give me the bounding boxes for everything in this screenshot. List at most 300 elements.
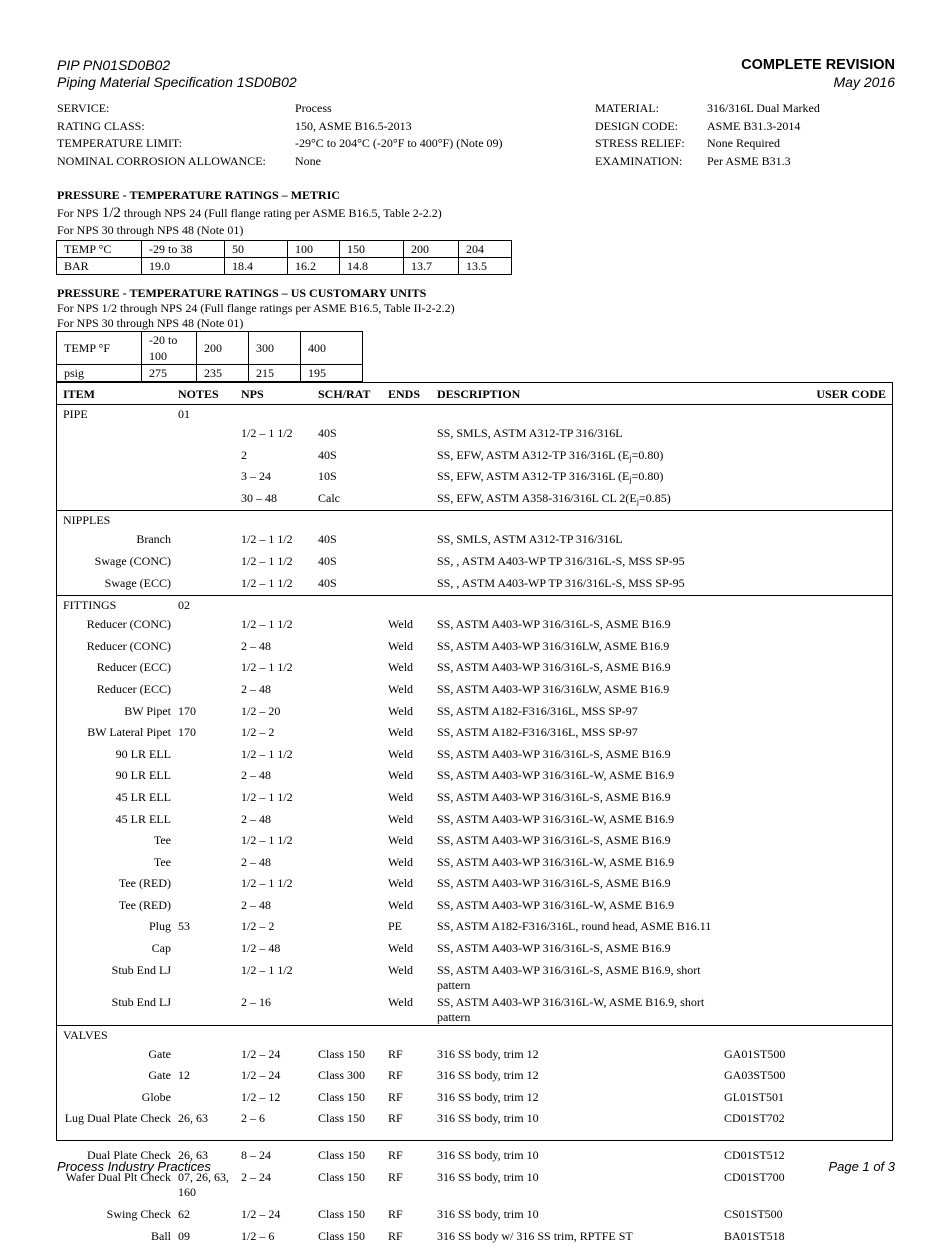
sch-rat-cell: 40S [318,574,388,596]
ends-cell: Weld [388,810,437,832]
notes-cell: 26, 63 [178,1146,241,1168]
sch-rat-cell: 10S [318,467,388,489]
item-cell: Tee [57,831,178,853]
table-cell: 235 [197,365,249,382]
description-text: SS, ASTM A403-WP 316/316L-S, ASME B16.9 [437,617,671,631]
pressure-row [57,365,363,382]
notes-cell [178,446,241,468]
meta-value: None Required [707,136,820,154]
table-row [57,615,892,637]
description-cell [437,788,724,810]
ends-cell: RF [388,1227,437,1248]
meta-left [57,101,503,172]
meta-right [595,101,820,172]
metric-ratings-title: PRESSURE - TEMPERATURE RATINGS – METRIC [57,188,340,203]
ends-cell: Weld [388,680,437,702]
description-text: SS, ASTM A403-WP 316/316L-S, ASME B16.9 [437,876,671,890]
table-row [57,680,892,702]
description-text: SS, ASTM A182-F316/316L, MSS SP-97 [437,725,638,739]
description-text: SS, ASTM A403-WP 316/316L-W, ASME B16.9 [437,812,674,826]
nps-cell: 8 – 24 [241,1146,318,1168]
description-text: 316 SS body, trim 10 [437,1111,539,1125]
table-row [57,874,892,896]
notes-cell: 12 [178,1066,241,1088]
description-cell [437,424,724,446]
sch-rat-cell [318,658,388,680]
item-cell: Reducer (ECC) [57,680,178,702]
item-cell: Tee (RED) [57,874,178,896]
sch-rat-cell: 40S [318,552,388,574]
notes-cell [178,810,241,832]
sch-rat-cell [318,853,388,875]
ends-cell: RF [388,1146,437,1168]
ends-cell: Weld [388,831,437,853]
table-row [57,1205,892,1227]
user-code-cell [724,574,892,596]
notes-cell [178,745,241,767]
footer-publisher: Process Industry Practices [57,1159,211,1174]
table-cell: 150 [340,241,404,258]
nps-cell: 1/2 – 1 1/2 [241,788,318,810]
table-cell: 13.5 [459,258,512,275]
notes-cell [178,874,241,896]
item-cell: Dual Plate Check [57,1146,178,1168]
table-row [57,658,892,680]
sch-rat-cell [318,680,388,702]
group-row-fittings [57,596,892,616]
notes-cell [178,766,241,788]
description-cell [437,961,724,993]
description-text: SS, ASTM A403-WP 316/316L-W, ASME B16.9, short pattern [437,995,704,1024]
table-row [57,745,892,767]
nps-cell: 2 – 24 [241,1168,318,1205]
description-cell [437,1045,724,1067]
item-cell: 90 LR ELL [57,745,178,767]
table-cell: 300 [249,332,301,365]
sch-rat-cell [318,637,388,659]
pressure-row [57,258,512,275]
group-label: VALVES [57,1025,178,1045]
nps-cell: 1/2 – 1 1/2 [241,574,318,596]
user-code-cell [724,917,892,939]
nps-cell: 2 – 48 [241,766,318,788]
notes-cell [178,896,241,918]
group-filler [241,405,892,425]
table-cell: -20 to 100 [142,332,197,365]
table-cell: 200 [404,241,459,258]
ej-value: =0.80) [632,469,664,483]
nps-cell: 2 – 48 [241,637,318,659]
user-code-cell [724,961,892,993]
item-cell [57,446,178,468]
ends-cell: Weld [388,723,437,745]
description-cell [437,1066,724,1088]
item-cell: Tee [57,853,178,875]
user-code-cell: GA03ST500 [724,1066,892,1088]
ends-cell: Weld [388,993,437,1026]
table-row [57,896,892,918]
ends-cell [388,424,437,446]
ends-cell: Weld [388,745,437,767]
item-cell: Globe [57,1088,178,1110]
column-header: ENDS [388,383,437,405]
sch-rat-cell [318,723,388,745]
nps-cell: 2 – 48 [241,810,318,832]
item-cell: Plug [57,917,178,939]
temp-row [57,241,512,258]
nps-cell: 1/2 – 2 [241,917,318,939]
meta-key: EXAMINATION: [595,154,707,172]
description-text: SS, , ASTM A403-WP TP 316/316L-S, MSS SP-95 [437,576,685,590]
item-cell: Branch [57,530,178,552]
nps-cell: 1/2 – 1 1/2 [241,831,318,853]
nps-cell: 1/2 – 1 1/2 [241,424,318,446]
sch-rat-cell: Class 150 [318,1146,388,1168]
table-row [57,637,892,659]
nps-cell: 1/2 – 24 [241,1066,318,1088]
group-notes: 02 [178,596,241,616]
description-cell [437,1205,724,1227]
description-cell [437,810,724,832]
description-text: SS, EFW, ASTM A312-TP 316/316L (E [437,469,629,483]
user-code-cell [724,745,892,767]
description-text: SS, ASTM A403-WP 316/316LW, ASME B16.9 [437,682,669,696]
user-code-cell: CD01ST512 [724,1146,892,1168]
nps-cell: 2 – 48 [241,853,318,875]
description-text: 316 SS body, trim 10 [437,1148,539,1162]
item-cell: Gate [57,1066,178,1088]
nps-cell: 1/2 – 24 [241,1205,318,1227]
ends-cell: RF [388,1205,437,1227]
nps-cell: 1/2 – 1 1/2 [241,961,318,993]
notes-cell [178,993,241,1026]
ends-cell [388,489,437,511]
ends-cell [388,446,437,468]
description-text: SS, , ASTM A403-WP TP 316/316L-S, MSS SP-95 [437,554,685,568]
table-row [57,788,892,810]
description-cell [437,552,724,574]
user-code-cell [724,853,892,875]
description-cell [437,939,724,961]
notes-cell [178,788,241,810]
notes-cell [178,637,241,659]
sch-rat-cell [318,702,388,724]
meta-key: MATERIAL: [595,101,707,119]
user-code-cell [724,723,892,745]
table-cell: 50 [225,241,288,258]
user-code-cell: CD01ST702 [724,1109,892,1146]
description-text: SS, ASTM A403-WP 316/316L-S, ASME B16.9 [437,660,671,674]
user-code-cell [724,939,892,961]
nps-cell: 1/2 – 1 1/2 [241,745,318,767]
table-body [57,405,892,1248]
user-code-cell [724,874,892,896]
ends-cell: Weld [388,961,437,993]
sch-rat-cell [318,917,388,939]
user-code-cell: BA01ST518 [724,1227,892,1248]
description-cell [437,917,724,939]
description-text: SS, ASTM A403-WP 316/316L-S, ASME B16.9, short pattern [437,963,701,992]
user-code-cell [724,896,892,918]
sch-rat-cell: 40S [318,446,388,468]
doc-id: PIP PN01SD0B02 [57,57,297,74]
nps-cell: 1/2 – 6 [241,1227,318,1248]
group-label: NIPPLES [57,511,178,531]
group-label: FITTINGS [57,596,178,616]
description-text: 316 SS body, trim 12 [437,1047,539,1061]
item-cell: Lug Dual Plate Check [57,1109,178,1146]
nps-cell: 3 – 24 [241,467,318,489]
notes-cell [178,1088,241,1110]
nps-cell: 2 – 48 [241,680,318,702]
sch-rat-cell: Class 150 [318,1227,388,1248]
notes-cell [178,615,241,637]
sch-rat-cell: Class 150 [318,1168,388,1205]
nps-size: 1/2 [102,205,121,221]
item-cell: Stub End LJ [57,993,178,1026]
ends-cell: Weld [388,658,437,680]
description-cell [437,530,724,552]
description-text: SS, ASTM A182-F316/316L, MSS SP-97 [437,704,638,718]
sch-rat-cell [318,993,388,1026]
sch-rat-cell [318,810,388,832]
table-cell: TEMP °C [57,241,142,258]
description-text: SS, ASTM A403-WP 316/316L-S, ASME B16.9 [437,941,671,955]
sch-rat-cell [318,896,388,918]
us-ratings-note-2: For NPS 30 through NPS 48 (Note 01) [57,316,243,331]
description-text: SS, ASTM A403-WP 316/316L-W, ASME B16.9 [437,898,674,912]
item-cell: BW Pipet [57,702,178,724]
notes-cell [178,424,241,446]
group-filler [241,511,892,531]
notes-cell: 170 [178,723,241,745]
sch-rat-cell: 40S [318,530,388,552]
meta-value: 316/316L Dual Marked [707,101,820,119]
user-code-cell [724,702,892,724]
table-cell: 100 [288,241,340,258]
description-cell [437,1109,724,1146]
notes-cell [178,853,241,875]
column-header: DESCRIPTION [437,383,724,405]
user-code-cell [724,530,892,552]
ends-cell [388,530,437,552]
revision-label: COMPLETE REVISION [741,57,895,74]
description-text: SS, ASTM A403-WP 316/316L-S, ASME B16.9 [437,833,671,847]
table-row [57,552,892,574]
meta-value: 150, ASME B16.5-2013 [295,119,503,137]
group-label: PIPE [57,405,178,425]
note-text: For NPS [57,206,102,220]
item-cell: Swage (ECC) [57,574,178,596]
description-cell [437,615,724,637]
ej-subscript: j [629,454,631,463]
table-cell: 19.0 [142,258,225,275]
meta-key: RATING CLASS: [57,119,295,137]
ends-cell [388,467,437,489]
description-cell [437,680,724,702]
group-row-nipples [57,511,892,531]
notes-cell [178,489,241,511]
ej-subscript: j [629,475,631,484]
table-row [57,810,892,832]
notes-cell [178,831,241,853]
description-text: SS, SMLS, ASTM A312-TP 316/316L [437,532,623,546]
notes-cell: 62 [178,1205,241,1227]
notes-cell [178,530,241,552]
metric-ratings-note-1 [57,205,442,222]
item-cell: Stub End LJ [57,961,178,993]
sch-rat-cell [318,961,388,993]
sch-rat-cell [318,939,388,961]
doc-title: Piping Material Specification 1SD0B02 [57,74,297,91]
table-cell: 215 [249,365,301,382]
table-row [57,530,892,552]
description-cell [437,467,724,489]
description-cell [437,637,724,659]
user-code-cell: GA01ST500 [724,1045,892,1067]
sch-rat-cell: Class 150 [318,1088,388,1110]
table-cell: 195 [301,365,363,382]
table-row [57,853,892,875]
meta-value: Process [295,101,503,119]
user-code-cell: CS01ST500 [724,1205,892,1227]
user-code-cell [724,489,892,511]
ends-cell: RF [388,1109,437,1146]
notes-cell: 09 [178,1227,241,1248]
description-cell [437,745,724,767]
item-cell: Swage (CONC) [57,552,178,574]
us-ratings-table [56,331,363,382]
table-row [57,1088,892,1110]
table-cell: 400 [301,332,363,365]
sch-rat-cell [318,615,388,637]
sch-rat-cell [318,788,388,810]
meta-key: SERVICE: [57,101,295,119]
ends-cell: Weld [388,896,437,918]
item-cell: Cap [57,939,178,961]
notes-cell [178,961,241,993]
user-code-cell: GL01ST501 [724,1088,892,1110]
nps-cell: 2 [241,446,318,468]
sch-rat-cell: Class 150 [318,1109,388,1146]
ends-cell: RF [388,1088,437,1110]
user-code-cell: CD01ST700 [724,1168,892,1205]
item-cell: Tee (RED) [57,896,178,918]
sch-rat-cell: Class 150 [318,1205,388,1227]
nps-cell: 1/2 – 2 [241,723,318,745]
ends-cell: Weld [388,874,437,896]
nps-cell: 1/2 – 1 1/2 [241,615,318,637]
description-cell [437,1168,724,1205]
item-cell: Reducer (ECC) [57,658,178,680]
note-text: through NPS 24 (Full flange rating per ASME B16.5, Table 2-2.2) [121,206,442,220]
column-header: NPS [241,383,318,405]
item-cell: 90 LR ELL [57,766,178,788]
user-code-cell [724,658,892,680]
table-header-row [57,383,892,405]
ends-cell: Weld [388,939,437,961]
sch-rat-cell: 40S [318,424,388,446]
ends-cell: Weld [388,766,437,788]
item-cell: 45 LR ELL [57,788,178,810]
table-row [57,489,892,511]
description-cell [437,489,724,511]
user-code-cell [724,810,892,832]
user-code-cell [724,993,892,1026]
table-cell: 14.8 [340,258,404,275]
nps-cell: 1/2 – 1 1/2 [241,658,318,680]
description-cell [437,723,724,745]
ej-value: =0.80) [632,448,664,462]
notes-cell [178,658,241,680]
ends-cell: PE [388,917,437,939]
description-text: 316 SS body, trim 12 [437,1090,539,1104]
item-cell: Wafer Dual Plt Check [57,1168,178,1205]
notes-cell [178,552,241,574]
table-row [57,1066,892,1088]
item-cell: BW Lateral Pipet [57,723,178,745]
table-row [57,723,892,745]
user-code-cell [724,615,892,637]
description-text: 316 SS body, trim 10 [437,1170,539,1184]
notes-cell: 26, 63 [178,1109,241,1146]
meta-key: STRESS RELIEF: [595,136,707,154]
description-cell [437,1088,724,1110]
description-cell [437,831,724,853]
description-text: 316 SS body, trim 10 [437,1207,539,1221]
table-row [57,939,892,961]
temp-row [57,332,363,365]
table-row [57,993,892,1026]
sch-rat-cell [318,831,388,853]
table-row [57,424,892,446]
description-cell [437,446,724,468]
ends-cell: RF [388,1045,437,1067]
description-cell [437,896,724,918]
ej-value: =0.85) [639,491,671,505]
user-code-cell [724,446,892,468]
nps-cell: 2 – 6 [241,1109,318,1146]
item-cell [57,489,178,511]
nps-cell: 1/2 – 12 [241,1088,318,1110]
group-filler [241,1025,892,1045]
description-cell [437,574,724,596]
nps-cell: 1/2 – 1 1/2 [241,530,318,552]
table-cell: 275 [142,365,197,382]
column-header: USER CODE [724,383,892,405]
table-cell: BAR [57,258,142,275]
meta-value: -29°C to 204°C (-20°F to 400°F) (Note 09) [295,136,503,154]
description-text: SS, EFW, ASTM A312-TP 316/316L (E [437,448,629,462]
table-row [57,702,892,724]
description-cell [437,702,724,724]
group-filler [241,596,892,616]
ends-cell: Weld [388,637,437,659]
ends-cell: Weld [388,615,437,637]
sch-rat-cell [318,766,388,788]
nps-cell: 1/2 – 48 [241,939,318,961]
group-row-valves [57,1025,892,1045]
nps-cell: 30 – 48 [241,489,318,511]
table-row [57,831,892,853]
table-row [57,1109,892,1146]
sch-rat-cell: Class 150 [318,1045,388,1067]
user-code-cell [724,766,892,788]
description-cell [437,853,724,875]
group-notes: 01 [178,405,241,425]
nps-cell: 1/2 – 20 [241,702,318,724]
user-code-cell [724,467,892,489]
